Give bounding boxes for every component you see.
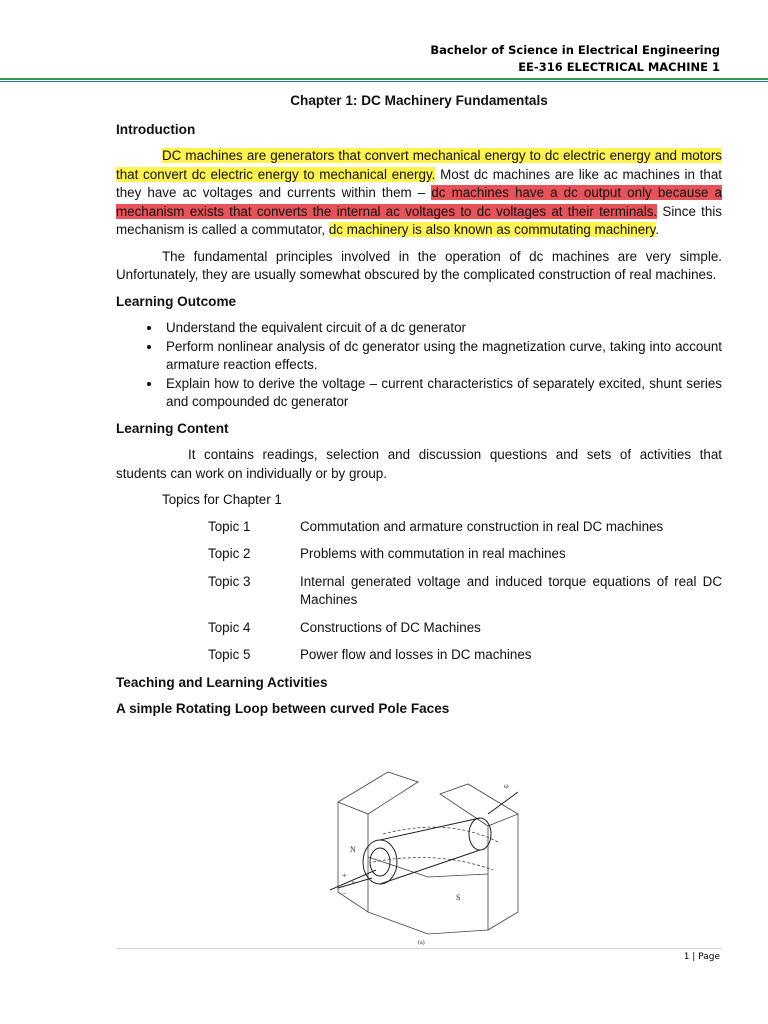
chapter-title: Chapter 1: DC Machinery Fundamentals [290,93,548,108]
rotor-bottom-line [380,850,480,884]
topic-row [116,518,722,537]
highlight-yellow-1: DC machines are generators that convert mechanical energy to dc electric energy and motors that convert dc electric energy to mechanical energy. [116,148,722,182]
pole-n-label: N [350,845,356,854]
highlight-yellow-2: dc machinery is also known as commutating machinery [328,222,656,237]
figure-caption: (a) [418,940,425,946]
topic-description: Commutation and armature construction in real DC machines [300,518,664,534]
document-body [116,92,722,727]
learning-content-heading: Learning Content [116,420,229,436]
topic-row [116,573,722,610]
pole-base-edge [368,912,488,934]
plus-terminal-label: + [342,871,347,880]
footer-divider [116,948,722,949]
header-course: EE-316 ELECTRICAL MACHINE 1 [518,60,720,74]
loop-top-dashed [383,827,498,842]
voltage-label: e [352,880,355,886]
topics-label: Topics for Chapter 1 [162,492,282,507]
topic-name: Topic 5 [208,647,251,662]
minus-terminal-label: − [342,889,347,898]
topic-name: Topic 3 [208,573,251,589]
list-item: • Explain how to derive the voltage – current characteristics of separately excited, shunt series and compounded dc generator [162,375,722,412]
pole-n-top-face [338,772,418,814]
loop-bottom-dashed [373,858,493,871]
teaching-activities-heading: Teaching and Learning Activities [116,674,328,690]
topic-description: Constructions of DC Machines [300,619,481,635]
learning-outcome-list [116,319,722,412]
list-item: • Understand the equivalent circuit of a dc generator [162,319,722,338]
topic-row [116,646,722,665]
intro-text-2: Since this mechanism is called a commutator, [116,203,722,237]
highlight-red: dc machines have a dc output only because a mechanism exists that converts the internal ac voltages to dc voltages at their terminals. [116,185,723,219]
pole-s-side-face [488,814,518,930]
header-program: Bachelor of Science in Electrical Engineering [430,43,720,57]
omega-label: ω [504,782,509,790]
topic-name: Topic 1 [208,518,251,534]
pole-s-top-face [440,784,518,826]
shaft-back [488,792,518,814]
intro-text-1: Most dc machines are like ac machines in that they have ac voltages and currents within them – [116,166,722,200]
list-item: • Perform nonlinear analysis of dc generator using the magnetization curve, taking into account armature reaction effects. [162,338,722,375]
introduction-heading: Introduction [116,121,196,137]
pole-s-label: S [456,893,461,902]
introduction-paragraph-2: The fundamental principles involved in the operation of dc machines are very simple. Unfortunately, they are usually somewhat obscured by the complicated construction of real machines. [116,248,722,282]
header-rule-green [0,78,768,80]
topic-description: Power flow and losses in DC machines [300,647,532,662]
topic-name: Topic 4 [208,619,251,635]
topic-description: Problems with commutation in real machines [300,546,566,561]
introduction-paragraph-1 [116,147,722,240]
rotating-loop-heading: A simple Rotating Loop between curved Pole Faces [116,701,450,716]
page-header [430,42,720,76]
topic-row [116,545,722,564]
header-rule-blue [0,81,768,82]
intro-text-3: . [655,222,660,237]
topic-row [116,619,722,638]
rotor-top-line [380,818,480,840]
header-divider [0,78,768,82]
rotating-loop-figure [328,762,524,952]
learning-content-paragraph: It contains readings, selection and discussion questions and sets of activities that students can work on individually or by group. [116,447,722,481]
topic-description: Internal generated voltage and induced torque equations of real DC Machines [300,573,722,607]
page-number: 1 | Page [683,952,720,962]
learning-outcome-heading: Learning Outcome [116,293,237,309]
topic-name: Topic 2 [208,546,251,561]
